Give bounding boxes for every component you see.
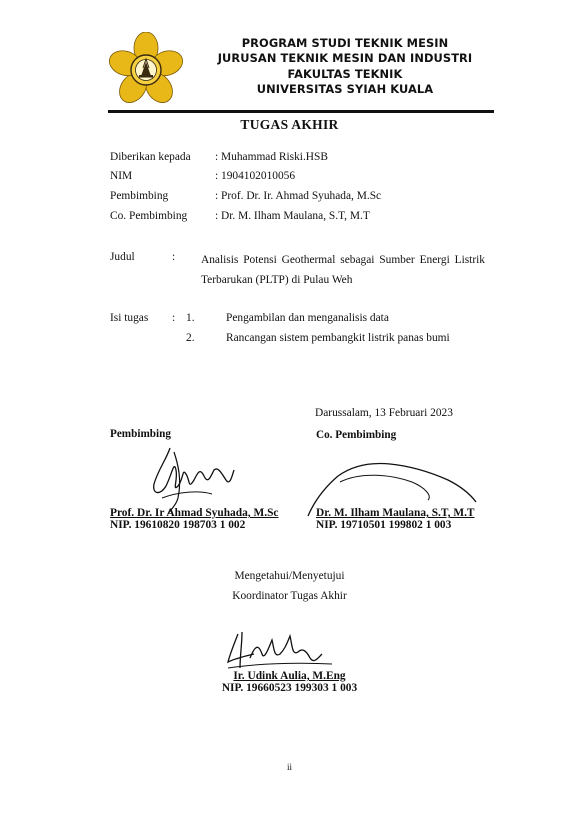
- approval-line2: Koordinator Tugas Akhir: [232, 590, 347, 602]
- header-university: UNIVERSITAS SYIAH KUALA: [256, 81, 434, 96]
- place-date: Darussalam, 13 Februari 2023: [315, 407, 453, 419]
- institution-header: [195, 36, 495, 97]
- header-program: PROGRAM STUDI TEKNIK MESIN: [241, 36, 449, 50]
- approval-line1: Mengetahui/Menyetujui: [234, 570, 345, 582]
- field-value-recipient: : Muhammad Riski.HSB: [215, 151, 328, 163]
- isi-item-number: 2.: [186, 332, 195, 344]
- field-value-supervisor: : Prof. Dr. Ir. Ahmad Syuhada, M.Sc: [215, 190, 382, 202]
- document-title: TUGAS AKHIR: [240, 117, 339, 132]
- judul-label: Judul: [110, 251, 135, 263]
- judul-text: Analisis Potensi Geothermal sebagai Sumber Energi Listrik Terbarukan (PLTP) di Pulau Weh: [201, 254, 485, 286]
- supervisor-name: Prof. Dr. Ir Ahmad Syuhada, M.Sc: [110, 507, 279, 519]
- coordinator-name: Ir. Udink Aulia, M.Eng: [233, 670, 346, 682]
- field-label-recipient: Diberikan kepada: [110, 151, 191, 163]
- judul-colon: :: [172, 251, 176, 263]
- isi-colon: :: [172, 312, 176, 324]
- isi-item-text: Rancangan sistem pembangkit listrik panas bumi: [226, 332, 450, 344]
- co-supervisor-nip: NIP. 19710501 199802 1 003: [316, 519, 452, 531]
- header-faculty: FAKULTAS TEKNIK: [287, 66, 403, 81]
- coordinator-nip: NIP. 19660523 199303 1 003: [221, 682, 358, 694]
- field-label-co-supervisor: Co. Pembimbing: [110, 210, 188, 222]
- coordinator-signature: [224, 628, 334, 674]
- field-label-supervisor: Pembimbing: [110, 190, 169, 202]
- field-label-nim: NIM: [110, 170, 133, 182]
- supervisor-nip: NIP. 19610820 198703 1 002: [110, 519, 246, 531]
- co-supervisor-label: Co. Pembimbing: [316, 429, 397, 441]
- header-divider: [108, 110, 494, 113]
- isi-item-number: 1.: [186, 312, 195, 324]
- field-value-co-supervisor: : Dr. M. Ilham Maulana, S.T, M.T: [215, 210, 370, 222]
- university-logo: [108, 32, 184, 104]
- supervisor-label: Pembimbing: [110, 428, 171, 440]
- isi-label: Isi tugas: [110, 312, 149, 324]
- page-number: ii: [286, 762, 292, 772]
- field-value-nim: : 1904102010056: [215, 170, 296, 182]
- isi-item-text: Pengambilan dan menganalisis data: [226, 312, 389, 324]
- co-supervisor-name: Dr. M. Ilham Maulana, S.T, M.T: [316, 507, 475, 519]
- header-department: JURUSAN TEKNIK MESIN DAN INDUSTRI: [217, 51, 473, 66]
